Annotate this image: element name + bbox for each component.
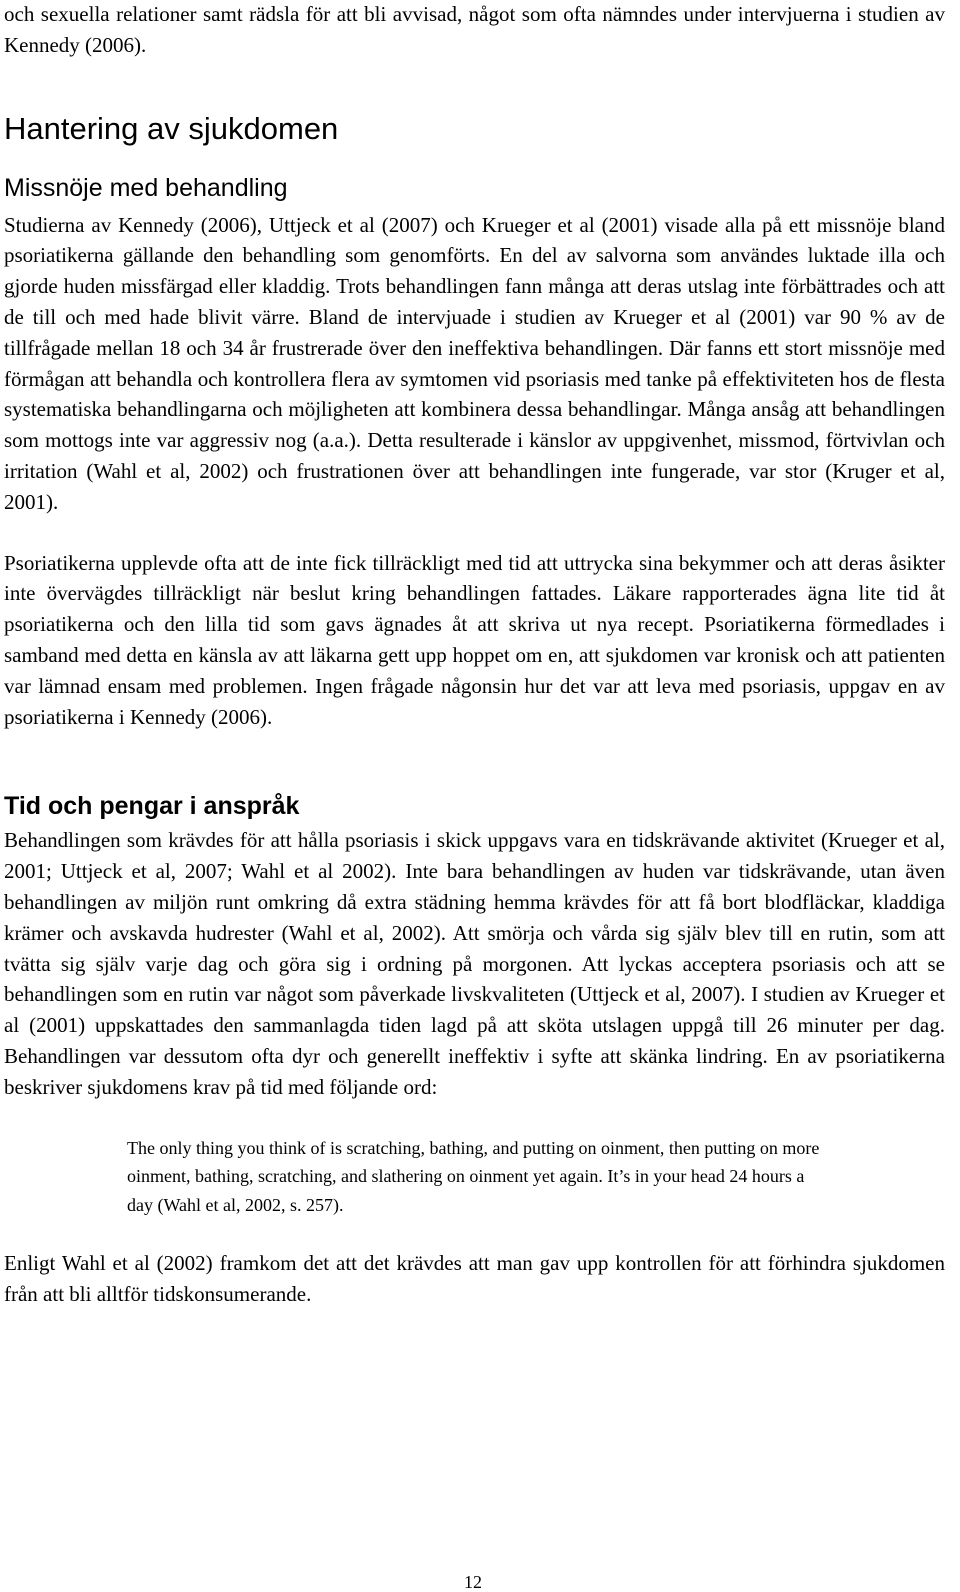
heading-section: Tid och pengar i anspråk [4, 792, 300, 821]
paragraph-2: Psoriatikerna upplevde ofta att de inte fick tillräckligt med tid att uttrycka sina bekymmer och att deras åsikter inte övervägdes tillräckligt när beslut kring behandlingen fattades. Läkare rapporterades ägna lite tid åt psoriatikerna och den lilla tid som gavs ägnades åt att skriva ut nya recept. Psoriatikerna förmedlades i samband med detta en känsla av att läkarna gett upp hoppet om en, att sjukdomen var kronisk och att patienten var lämnad ensam med problemen. Ingen frågade någonsin hur det var att leva med psoriasis, uppgav en av psoriatikerna i Kennedy (2006). [4, 550, 945, 729]
page-number: 12 [464, 1572, 482, 1592]
block-quote: The only thing you think of is scratching, bathing, and putting on oinment, then putting on more oinment, bathing, scratching, and slathering on oinment yet again. It’s in your head 24 hours a day (Wahl et al, 2002, s. 257). [127, 1137, 820, 1215]
paragraph-top: och sexuella relationer samt rädsla för att bli avvisad, något som ofta nämndes under intervjuerna i studien av Kennedy (2006). [4, 2, 945, 57]
heading-main: Hantering av sjukdomen [4, 110, 339, 146]
heading-sub: Missnöje med behandling [4, 173, 288, 202]
paragraph-4: Enligt Wahl et al (2002) framkom det att det krävdes att man gav upp kontrollen för att förhindra sjukdomen från att bli alltför tidskonsumerande. [4, 1251, 945, 1306]
paragraph-3: Behandlingen som krävdes för att hålla psoriasis i skick uppgavs vara en tidskrävande aktivitet (Krueger et al, 2001; Uttjeck et al, 2007; Wahl et al 2002). Inte bara behandlingen av huden var tidskrävande, utan även behandlingen av miljön runt omkring då extra städning hemma krävdes för att få bort blodfläckar, kladdiga krämer och avskavda hudrester (Wahl et al, 2002). Att smörja och vårda sig själv blev till en rutin, som att tvätta sig själv varje dag och göra sig i ordning på morgonen. Att lyckas acceptera psoriasis och att se behandlingen som en rutin var något som påverkade livskvaliteten (Uttjeck et al, 2007). I studien av Krueger et al (2001) uppskattades den sammanlagda tiden lagd på att sköta utslagen uppgå till 26 minuter per dag. Behandlingen var dessutom ofta dyr och generellt ineffektiv i syfte att skänka lindring. En av psoriatikerna beskriver sjukdomens krav på tid med följande ord: [4, 828, 945, 1099]
document-content [4, 0, 945, 1310]
paragraph-1: Studierna av Kennedy (2006), Uttjeck et al (2007) och Krueger et al (2001) visade alla på ett missnöje bland psoriatikerna gällande den behandling som genomförts. En del av salvorna som användes luktade illa och gjorde huden missfärgad eller kladdig. Trots behandlingen fann många att deras utslag inte förbättrades och att de till och med hade blivit värre. Bland de intervjuade i studien av Krueger et al (2001) var 90 % av de tillfrågade mellan 18 och 34 år frustrerade över den ineffektiva behandlingen. Där fanns ett stort missnöje med förmågan att behandla och kontrollera flera av symtomen vid psoriasis med tanke på effektiviteten hos de flesta systematiska behandlingarna och möjligheten att kombinera dessa behandlingar. Många ansåg att behandlingen som mottogs inte var aggressiv nog (a.a.). Detta resulterade i känslor av uppgivenhet, missmod, förtvivlan och irritation (Wahl et al, 2002) och frustrationen över att behandlingen inte fungerade, var stor (Kruger et al, 2001). [4, 212, 945, 514]
